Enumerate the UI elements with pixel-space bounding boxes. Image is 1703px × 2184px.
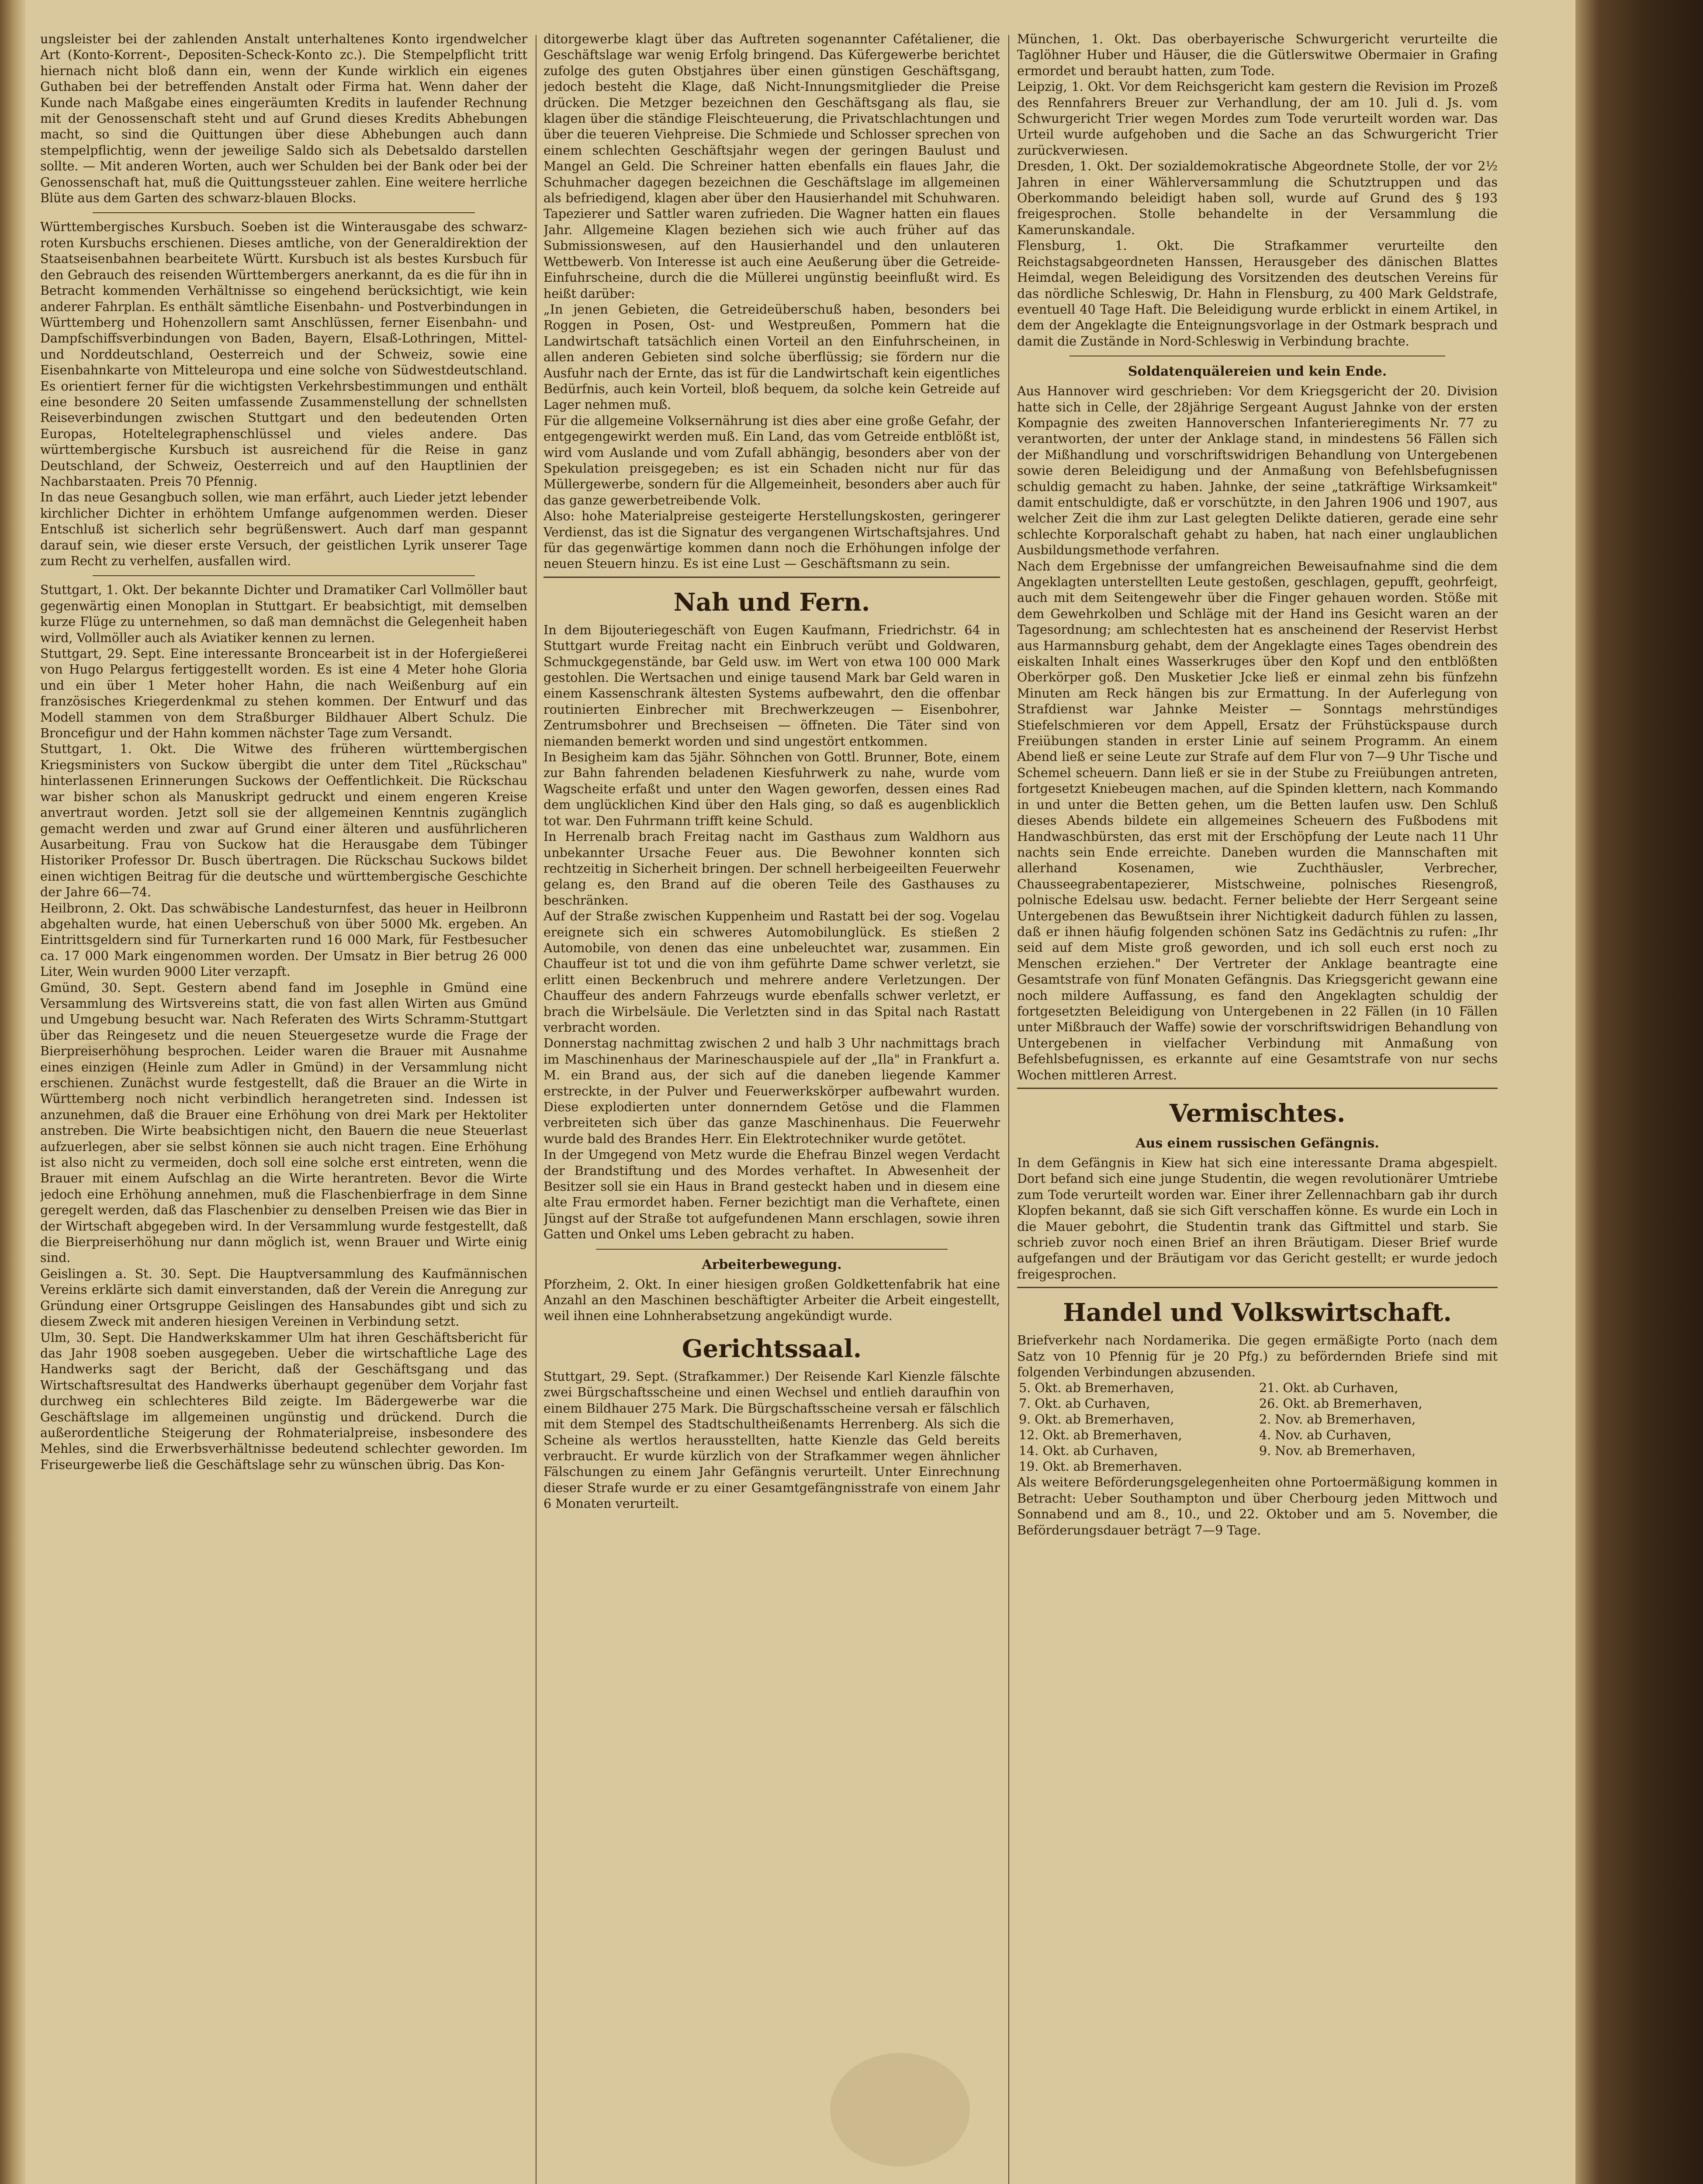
article-paragraph: Leipzig, 1. Okt. Vor dem Reichsgericht kam gestern die Revision im Prozeß des Rennfahrers Breuer zur Verhandlung, der am 10. Juli d. Js. vom Schwurgericht Trier wegen Mordes zum Tode verurteilt worden war. Das Urteil wurde aufgehoben und die Sache an das Schwurgericht Trier zurückverwiesen. — [1017, 79, 1498, 158]
section-heading-handel: Handel und Volkswirtschaft. — [1063, 1298, 1452, 1327]
divider — [596, 1249, 948, 1250]
article-paragraph: Heilbronn, 2. Okt. Das schwäbische Landesturnfest, das heuer in Heilbronn abgehalten wurde, hat einen Ueberschuß von über 5000 Mk. ergeben. An Eintrittsgeldern sind für Turnerkarten rund 16 000 Mark, für Festbesucher ca. 17 000 Mark eingenommen worden. Der Umsatz in Bier betrug 26 000 Liter, Wein wurden 9000 Liter verzapft. — [40, 901, 527, 979]
column-1 — [40, 31, 527, 2184]
article-paragraph: Aus Hannover wird geschrieben: Vor dem Kriegsgericht der 20. Division hatte sich in Celle, der 28jährige Sergeant August Jahnke von der ersten Kompagnie des zweiten Hannoverschen Infanterieregiments Nr. 77 zu verantworten, der unter der Anklage stand, in mindestens 56 Fällen sich der Mißhandlung und vorschriftswidrigen Behandlung von Untergebenen sowie deren Beleidigung und der Anmaßung von Befehlsbefugnissen schuldig gemacht zu haben. Jahnke, der seine „tatkräftige Wirksamkeit" damit entschuldigte, daß er vorschützte, in den Jahren 1906 und 1907, aus welcher Zeit die ihm zur Last gelegten Delikte datieren, gerade eine sehr schlechte Korporalschaft gehabt zu haben, hat nach einer unglaublichen Ausbildungsmethode verfahren. — [1017, 384, 1498, 558]
article-paragraph: In der Umgegend von Metz wurde die Ehefrau Binzel wegen Verdacht der Brandstiftung und des Mordes verhaftet. In Abwesenheit der Besitzer soll sie ein Haus in Brand gesteckt haben und in diesem eine alte Frau ermordet haben. Ferner bezichtigt man die Verhaftete, einen Jüngst auf der Straße tot aufgefundenen Mann erschlagen, sowie ihren Gatten und Onkel ums Leben gebracht zu haben. — [543, 1147, 1000, 1242]
column-rule — [536, 35, 537, 2184]
table-cell: 14. Okt. ab Curhaven, — [1019, 1444, 1158, 1458]
table-cell: 9. Nov. ab Bremerhaven, — [1259, 1444, 1416, 1458]
section-heading-soldatenquaelereien: Soldatenquälereien und kein Ende. — [1128, 364, 1387, 380]
article-paragraph: Nach dem Ergebnisse der umfangreichen Beweisaufnahme sind die dem Angeklagten unterstellten Leute gestoßen, geschlagen, gepufft, geohrfeigt, auch mit dem Seitengewehr über die Finger gehauen worden. Stöße mit dem Gewehrkolben und Schläge mit der Hand ins Gesicht waren an der Tagesordnung; am schlechtesten hat es anscheinend der Reservist Herbst aus Harmannsburg gehabt, dem der Angeklagte eines Tages obendrein des eiskalten Inhalt eines Wasserkruges über den Kopf und den entblößten Oberkörper goß. Den Musketier Jcke ließ er einmal zehn bis fünfzehn Minuten am Reck hängen bis zur Ermattung. In der Auferlegung von Strafdienst war Jahnke Meister — Sonntags mehrstündiges Stiefelschmieren vor dem Appell, Ersatz der Frühstückspause durch Freiübungen standen in erster Linie auf seinem Programm. An einem Abend ließ er seine Leute zur Strafe auf dem Flur von 7—9 Uhr Tische und Schemel scheuern. Dann ließ er sie in der Stube zu Freiübungen antreten, fortgesetzt Kniebeugen machen, auf die Spinden klettern, nach Kommando in und unter die Betten gehen, um die Betten laufen usw. Den Schluß dieses Abends bildete ein allgemeines Scheuern des Fußbodens mit Handwaschbürsten, das erst mit der Erschöpfung der Leute nach 11 Uhr nachts sein Ende erreichte. Daneben wurden die Mannschaften mit allerhand Kosenamen, wie Zuchthäusler, Verbrecher, Chausseegrabentapezierer, Mistschweine, polnisches Riesengroß, polnische Edelsau usw. bedacht. Ferner beliebte der Herr Sergeant seine Untergebenen das Bewußtsein ihrer Nichtigkeit dadurch fühlen zu lassen, daß er ihnen häufig folgenden schönen Satz ins Gedächtnis zu rufen: „Ihr seid auf dem Miste groß geworden, und ich soll euch erst noch zu Menschen erziehen." Der Vertreter der Anklage beantragte eine Gesamtstrafe von fünf Monaten Gefängnis. Das Kriegsgericht gewann eine noch mildere Auffassung, es fand den Angeklagten schuldig der fortgesetzten Beleidigung von Untergebenen in 22 Fällen (in 10 Fällen unter Mißbrauch der Waffe) sowie der vorschriftswidrigen Behandlung von Untergebenen in vielfacher Verbindung mit Anmaßung von Befehlsbefugnissen, es erkannte auf eine Gesamtstrafe von nur sechs Wochen mittleren Arrest. — [1017, 559, 1498, 1082]
table-row — [1017, 1396, 1498, 1412]
table-row — [1017, 1427, 1498, 1443]
mail-schedule-table — [1017, 1380, 1498, 1475]
table-cell: 5. Okt. ab Bremerhaven, — [1019, 1381, 1174, 1396]
book-edge — [1575, 0, 1703, 2184]
article-paragraph: Württembergisches Kursbuch. Soeben ist die Winterausgabe des schwarz-roten Kursbuchs erschienen. Dieses amtliche, von der Generaldirektion der Staatseisenbahnen bearbeitete Württ. Kursbuch ist als bestes Kursbuch für den Gebrauch des reisenden Württembergers anerkannt, da es die für ihn in Betracht kommenden Verhältnisse so eingehend berücksichtigt, wie kein anderer Fahrplan. Es enthält sämtliche Eisenbahn- und Postverbindungen in Württemberg und Hohenzollern samt Anschlüssen, ferner Eisenbahn- und Dampfschiffsverbindungen von Baden, Bayern, Elsaß-Lothringen, Mittel- und Norddeutschland, Oesterreich und der Schweiz, sowie eine Eisenbahnkarte von Mitteleuropa und eine solche von Südwestdeutschland. Es orientiert ferner für die wichtigsten Verkehrsbestimmungen und enthält eine besondere 20 Seiten umfassende Zusammenstellung der schnellsten Reiseverbindungen zwischen Stuttgart und den bedeutenden Orten Europas, Hoteltelegraphenschlüssel und vieles andere. Das württembergische Kursbuch ist ausreichend für die Reise in ganz Deutschland, der Schweiz, Oesterreich und auf den Hauptlinien der Nachbarstaaten. Preis 70 Pfennig. — [40, 220, 527, 489]
section-heading-vermischtes: Vermischtes. — [1169, 1099, 1346, 1128]
table-cell: 7. Okt. ab Curhaven, — [1019, 1396, 1150, 1411]
table-row — [1017, 1459, 1498, 1475]
column-2 — [543, 31, 1000, 2184]
table-row — [1017, 1380, 1498, 1396]
divider — [93, 212, 475, 213]
article-paragraph: „In jenen Gebieten, die Getreideüberschuß haben, besonders bei Roggen in Posen, Ost- und Westpreußen, Pommern hat die Landwirtschaft tatsächlich einen Vorteil an den Einfuhrscheinen, in allen anderen Gebieten sind solche überflüssig; sie fördern nur die Ausfuhr nach der Ernte, das ist für die Landwirtschaft kein eigentliches Bedürfnis, auch kein Vorteil, bloß bequem, da solche kein Getreide auf Lager nehmen muß. — [543, 302, 1000, 412]
article-paragraph: In dem Bijouteriegeschäft von Eugen Kaufmann, Friedrichstr. 64 in Stuttgart wurde Freitag nacht ein Einbruch verübt und Goldwaren, Schmuckgegenstände, bar Geld usw. im Wert von etwa 100 000 Mark gestohlen. Die Wertsachen und einige tausend Mark bar Geld waren in einem Kassenschrank ältesten Systems aufbewahrt, den die offenbar routinierten Einbrecher mit Brechwerkzeugen — Eisenbohrer, Zentrumsbohrer und Brechseisen — öffneten. Die Täter sind von niemanden bemerkt worden und sind ungestört entkommen. — [543, 622, 1000, 749]
article-paragraph: Stuttgart, 1. Okt. Die Witwe des früheren württembergischen Kriegsministers von Suckow übergibt die unter dem Titel „Rückschau" hinterlassenen Erinnerungen Suckows der Oeffentlichkeit. Die Rückschau war bisher schon als Manuskript gedruckt und einem engeren Kreise anvertraut worden. Jetzt soll sie der allgemeinen Kenntnis zugänglich gemacht werden und zwar auf Grund einer älteren und ausführlicheren Ausarbeitung. Frau von Suckow hat die Herausgabe dem Tübinger Historiker Professor Dr. Busch übertragen. Die Rückschau Suckows bildet einen wichtigen Beitrag für die deutsche und württembergische Geschichte der Jahre 66—74. — [40, 742, 527, 900]
article-paragraph: In Herrenalb brach Freitag nacht im Gasthaus zum Waldhorn aus unbekannter Ursache Feuer aus. Die Bewohner konnten sich rechtzeitig in Sicherheit bringen. Der schnell herbeigeeilten Feuerwehr gelang es, den Brand auf die oberen Teile des Gasthauses zu beschränken. — [543, 829, 1000, 908]
article-paragraph: Stuttgart, 29. Sept. (Strafkammer.) Der Reisende Karl Kienzle fälschte zwei Bürgschaftsscheine und einen Wechsel und entlieh daraufhin von einem Bildhauer 275 Mark. Die Bürgschaftsscheine versah er fälschlich mit dem Stempel des Stadtschultheißenamts Herrenberg. Als sich die Scheine als wertlos herausstellten, hatte Kienzle das Geld bereits verbraucht. Er wurde kürzlich von der Strafkammer wegen ähnlicher Fälschungen zu einem Jahr Gefängnis verurteilt. Unter Einrechnung dieser Strafe wurde er zu einer Gesamtgefängnisstrafe von einem Jahr 6 Monaten verurteilt. — [543, 1369, 1000, 1511]
article-paragraph: ditorgewerbe klagt über das Auftreten sogenannter Cafétaliener, die Geschäftslage war wenig Erfolg bringend. Das Küfergewerbe berichtet zufolge des guten Obstjahres über einen günstigen Geschäftsgang, jedoch besteht die Klage, daß Nicht-Innungsmitglieder die Preise drücken. Die Metzger bezeichnen den Geschäftsgang als flau, sie klagen über die ständige Fleischteuerung, die Privatschlachtungen und über die teueren Viehpreise. Die Schmiede und Schlosser sprechen von einem schlechten Geschäftsjahr wegen der geringen Baulust und Mangel an Geld. Die Schreiner hatten ebenfalls ein flaues Jahr, die Schuhmacher dagegen bezeichnen die Geschäftslage im allgemeinen als befriedigend, klagen aber über den Hausierhandel mit Schuhwaren. Tapezierer und Sattler waren zufrieden. Die Wagner hatten ein flaues Jahr. Allgemeine Klagen beziehen sich wie auch früher auf das Submissionswesen, auf den Hausierhandel und den unlauteren Wettbewerb. Von Interesse ist auch eine Aeußerung über die Getreide-Einfuhrscheine, durch die die Müllerei ungünstig beeinflußt wird. Es heißt darüber: — [543, 32, 1000, 301]
divider — [1017, 1287, 1498, 1288]
section-heading-nah-und-fern: Nah und Fern. — [673, 587, 870, 617]
column-3 — [1017, 31, 1498, 2184]
article-paragraph: In Besigheim kam das 5jähr. Söhnchen von Gottl. Brunner, Bote, einem zur Bahn fahrenden beladenen Kiesfuhrwerk zu nahe, wurde vom Wagscheite erfaßt und unter den Wagen geworfen, dessen eines Rad dem unglücklichen Kind über den Hals ging, so daß es augenblicklich tot war. Den Fuhrmann trifft keine Schuld. — [543, 750, 1000, 828]
article-paragraph: In dem Gefängnis in Kiew hat sich eine interessante Drama abgespielt. Dort befand sich eine junge Studentin, die wegen revolutionärer Umtriebe zum Tode verurteilt worden war. Einer ihrer Zellennachbarn gab ihr durch Klopfen bekannt, daß sie sich Gift verschaffen könne. Es wurde ein Loch in die Mauer gebohrt, die Studentin trank das Giftmittel und starb. Sie schrieb zuvor noch einen Brief an ihren Bräutigam. Dieser Brief wurde aufgefangen und der Bräutigam vor das Gericht gestellt; er wurde jedoch freigesprochen. — [1017, 1156, 1498, 1282]
divider — [543, 577, 1000, 578]
table-row — [1017, 1443, 1498, 1459]
article-paragraph: Geislingen a. St. 30. Sept. Die Hauptversammlung des Kaufmännischen Vereins erklärte sich damit einverstanden, daß der Verein die Anregung zur Gründung einer Ortsgruppe Geislingen des Hansabundes gibt und sich zu diesem Zweck mit anderen hiesigen Vereinen in Verbindung setzt. — [40, 1266, 527, 1329]
article-paragraph: In das neue Gesangbuch sollen, wie man erfährt, auch Lieder jetzt lebender kirchlicher Dichter in erhöhtem Umfange aufgenommen werden. Dieser Entschluß ist sicherlich sehr begrüßenswert. Auch darf man gespannt darauf sein, wie dieser erste Versuch, der geistlichen Lyrik unserer Tage zum Recht zu verhelfen, ausfallen wird. — [40, 490, 527, 568]
table-cell: 26. Okt. ab Bremerhaven, — [1259, 1396, 1423, 1411]
article-paragraph: Auf der Straße zwischen Kuppenheim und Rastatt bei der sog. Vogelau ereignete sich ein schweres Automobilunglück. Es stießen 2 Automobile, von denen das eine unbeleuchtet war, zusammen. Ein Chauffeur ist tot und die von ihm geführte Dame schwer verletzt, sie erlitt einen Beckenbruch und mehrere andere Verletzungen. Der Chauffeur des andern Fahrzeugs wurde ebenfalls schwer verletzt, er brach die Wirbelsäule. Die Verletzten sind in das Spital nach Rastatt verbracht worden. — [543, 909, 1000, 1035]
section-heading-arbeiterbewegung: Arbeiterbewegung. — [702, 1257, 842, 1272]
article-paragraph: Ulm, 30. Sept. Die Handwerkskammer Ulm hat ihren Geschäftsbericht für das Jahr 1908 soeben ausgegeben. Ueber die wirtschaftliche Lage des Handwerks sagt der Bericht, daß der Geschäftsgang und das Wirtschaftsresultat des Handwerks überhaupt gegenüber dem Vorjahr fast durchweg ein schlechteres Bild zeigte. Im Bädergewerbe war die Geschäftslage im allgemeinen ungünstig und drückend. Durch die außerordentliche Steigerung der Rohmaterialpreise, insbesondere des Mehles, sind die Erwerbsverhältnisse bedeutend schlechter geworden. Im Friseurgewerbe ließ die Geschäftslage sehr zu wünschen übrig. Das Kon- — [40, 1330, 527, 1472]
article-paragraph: Gmünd, 30. Sept. Gestern abend fand im Josephle in Gmünd eine Versammlung des Wirtsvereins statt, die von fast allen Wirten aus Gmünd und Umgebung besucht war. Nach Referaten des Wirts Schramm-Stuttgart über das Reingesetz und die neuen Steuergesetze wurde die Frage der Bierpreiserhöhung besprochen. Leider waren die Brauer mit Ausnahme eines einzigen (Heinle zum Adler in Gmünd) in der Versammlung nicht erschienen. Zunächst wurde festgestellt, daß die Brauer an die Wirte in Württemberg noch nicht verbindlich herangetreten sind. Indessen ist anzunehmen, daß die Brauer eine Erhöhung von drei Mark per Hektoliter anstreben. Die Wirte beabsichtigen nicht, den Bauern die neue Steuerlast aufzuerlegen, aber sie selbst können sie auch nicht tragen. Eine Erhöhung ist also nicht zu vermeiden, doch soll eine solche erst eintreten, wenn die Brauer mit einem Aufschlag an die Wirte herantreten. Bevor die Wirte jedoch eine Erhöhung annehmen, muß die Flaschenbierfrage in dem Sinne geregelt werden, daß das Flaschenbier zu denselben Preisen wie das Bier in der Wirtschaft abgegeben wird. In der Versammlung wurde festgestellt, daß die Bierpreiserhöhung nur dann möglich ist, wenn Brauer und Wirte einig sind. — [40, 980, 527, 1265]
subheading-russisches-gefaengnis: Aus einem russischen Gefängnis. — [1135, 1136, 1379, 1151]
table-cell: 19. Okt. ab Bremerhaven. — [1019, 1459, 1182, 1474]
table-cell: 2. Nov. ab Bremerhaven, — [1259, 1412, 1416, 1427]
table-cell: 4. Nov. ab Curhaven, — [1259, 1428, 1391, 1443]
book-spine — [0, 0, 25, 2184]
article-paragraph: Für die allgemeine Volksernährung ist dies aber eine große Gefahr, der entgegengewirkt werden muß. Ein Land, das vom Getreide entblößt ist, wird vom Auslande und vom Zufall abhängig, besonders aber von der Spekulation preisgegeben; es ist ein Schaden nicht nur für das Müllergewerbe, sondern für die Allgemeinheit, besonders aber auch für das ganze gewerbetreibende Volk. — [543, 413, 1000, 508]
section-heading-gerichtssaal: Gerichtssaal. — [682, 1334, 862, 1363]
divider — [1017, 1088, 1498, 1089]
article-paragraph: Dresden, 1. Okt. Der sozialdemokratische Abgeordnete Stolle, der vor 2½ Jahren in einer Wählerversammlung die Schutztruppen und das Oberkommando beleidigt haben soll, wurde auf Grund des § 193 freigesprochen. Stolle behandelte in der Versammlung die Kamerunskandale. — [1017, 159, 1498, 237]
article-paragraph: Als weitere Beförderungsgelegenheiten ohne Portoermäßigung kommen in Betracht: Ueber Southampton und über Cherbourg jeden Mittwoch und Sonnabend und am 8., 10., und 22. Oktober und am 5. November, die Beförderungsdauer beträgt 7—9 Tage. — [1017, 1475, 1498, 1538]
table-row — [1017, 1412, 1498, 1427]
table-cell — [1257, 1459, 1498, 1475]
article-paragraph: Stuttgart, 1. Okt. Der bekannte Dichter und Dramatiker Carl Vollmöller baut gegenwärtig einen Monoplan in Stuttgart. Er beabsichtigt, mit demselben kurze Flüge zu unternehmen, so daß man demnächst die Gelegenheit haben wird, Vollmöller auch als Aviatiker kennen zu lernen. — [40, 583, 527, 645]
column-rule — [1008, 35, 1009, 2184]
article-paragraph: Flensburg, 1. Okt. Die Strafkammer verurteilte den Reichstagsabgeordneten Hanssen, Herausgeber des dänischen Blattes Heimdal, wegen Beleidigung des Vorsitzenden des deutschen Vereins für das nördliche Schleswig, Dr. Hahn in Flensburg, zu 400 Mark Geldstrafe, eventuell 40 Tage Haft. Die Beleidigung wurde erblickt in einem Artikel, in dem der Angeklagte die Enteignungsvorlage in der Ostmark besprach und damit die Zustände in Nord-Schleswig in Verbindung brachte. — [1017, 238, 1498, 349]
table-cell: 12. Okt. ab Bremerhaven, — [1019, 1428, 1182, 1443]
divider — [93, 575, 475, 576]
article-paragraph: Also: hohe Materialpreise gesteigerte Herstellungskosten, geringerer Verdienst, das ist die Signatur des vergangenen Wirtschaftsjahres. Und für das gegenwärtige kommen dann noch die Erhöhungen infolge der neuen Steuern hinzu. Es ist eine Lust — Geschäftsmann zu sein. — [543, 509, 1000, 571]
table-cell: 9. Okt. ab Bremerhaven, — [1019, 1412, 1174, 1427]
article-paragraph: Briefverkehr nach Nordamerika. Die gegen ermäßigte Porto (nach dem Satz von 10 Pfennig für je 20 Pfg.) zu befördernden Briefe sind mit folgenden Verbindungen abzusenden. — [1017, 1333, 1498, 1380]
table-cell: 21. Okt. ab Curhaven, — [1259, 1381, 1398, 1396]
article-paragraph: ungsleister bei der zahlenden Anstalt unterhaltenes Konto irgendwelcher Art (Konto-Korrent-, Depositen-Scheck-Konto zc.). Die Stempelpflicht tritt hiernach nicht bloß dann ein, wenn der Kunde wirklich ein eigenes Guthaben bei der betreffenden Anstalt oder Firma hat. Wenn daher der Kunde nach Maßgabe eines eingeräumten Kredits in laufender Rechnung mit der Genossenschaft steht und auf Grund dieses Kredits Abhebungen macht, so sind die Quittungen über diese Abhebungen auch dann stempelpflichtig, wenn der jeweilige Saldo sich als Debetsaldo darstellen sollte. — Mit anderen Worten, auch wer Schulden bei der Bank oder bei der Genossenschaft hat, muß die Quittungssteuer zahlen. Eine weitere herrliche Blüte aus dem Garten des schwarz-blauen Blocks. — [40, 32, 527, 206]
article-paragraph: Pforzheim, 2. Okt. In einer hiesigen großen Goldkettenfabrik hat eine Anzahl an den Maschinen beschäftigter Arbeiter die Arbeit eingestellt, weil ihnen eine Lohnherabsetzung angekündigt wurde. — [543, 1277, 1000, 1324]
article-paragraph: Donnerstag nachmittag zwischen 2 und halb 3 Uhr nachmittags brach im Maschinenhaus der Marineschauspiele auf der „Ila" in Frankfurt a. M. ein Brand aus, der sich auf die daneben liegende Kammer erstreckte, in der Pulver und Feuerwerkskörper aufbewahrt wurden. Diese explodierten unter donnerndem Getöse und die Flammen verbreiteten sich über das ganze Maschinenhaus. Die Feuerwehr wurde bald des Brandes Herr. Ein Elektrotechniker wurde getötet. — [543, 1036, 1000, 1146]
article-paragraph: München, 1. Okt. Das oberbayerische Schwurgericht verurteilte die Taglöhner Huber und Häuser, die die Gütlerswitwe Obermaier in Grafing ermordet und beraubt hatten, zum Tode. — [1017, 32, 1498, 78]
article-paragraph: Stuttgart, 29. Sept. Eine interessante Broncearbeit ist in der Hofergießerei von Hugo Pelargus fertiggestellt worden. Es ist eine 4 Meter hohe Gloria und ein über 1 Meter hoher Hahn, die nach Weißenburg auf ein französisches Kriegerdenkmal zu stehen kommen. Der Entwurf und das Modell stammen von dem Straßburger Bildhauer Albert Schulz. Die Broncefigur und der Hahn kommen nächster Tage zum Versandt. — [40, 646, 527, 741]
